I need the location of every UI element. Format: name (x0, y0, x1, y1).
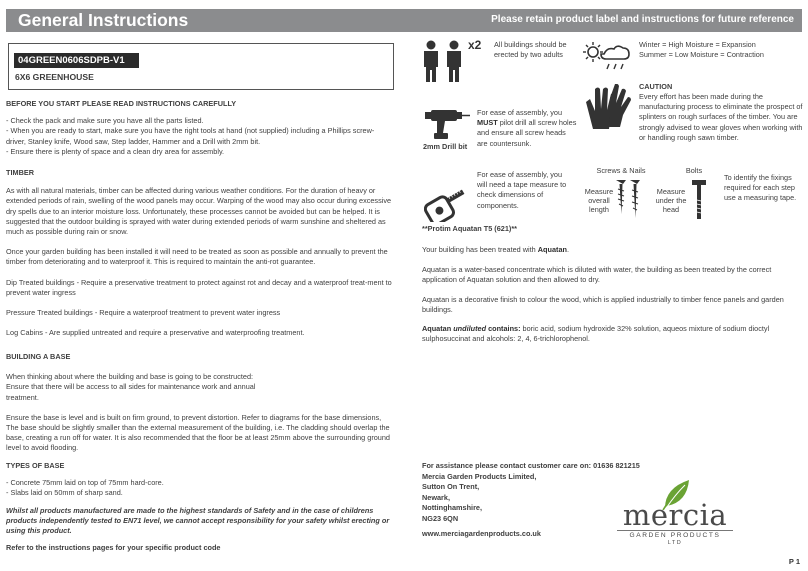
logo-sub: GARDEN PRODUCTS (617, 530, 733, 539)
aquatan-heading: **Protim Aquatan T5 (621)** (422, 224, 518, 233)
before-start-line: - When you are ready to start, make sure you have the right tools at hand (not supplied) including a Phillips screw-driver, Stanley knife, Wood saw, Step ladder, Hammer and a Drill with 2mm bit. (6, 126, 375, 146)
header-note: Please retain product label and instructions for future reference (491, 14, 794, 25)
contact-line: Nottinghamshire, (422, 503, 482, 513)
timber-heading: TIMBER (6, 168, 34, 177)
tape-measure-icon (424, 186, 472, 222)
screws-nails-label: Screws & Nails (596, 166, 646, 175)
timber-paragraph: Dip Treated buildings - Require a preservative treatment to protect against rot and decay and a waterproof treat-ment to prevent water ingress (6, 277, 392, 297)
safety-disclaimer: Whilst all products manufactured are made to the highest standards of Safety and in the case of childrens products independently tested to EN71 level, we cannot accept responsibility for your safety whilst erecting or using this product. (6, 505, 390, 536)
gloves-icon (580, 84, 636, 134)
types-line: - Slabs laid on 50mm of sharp sand. (6, 488, 123, 498)
aquatan-contents: Aquatan undiluted contains: boric acid, sodium hydroxide 32% solution, aqueos mixture of sodium dioctyl sulphosuccinat and alcohols: 2, 4, 6-trichlorophenol. (422, 324, 770, 344)
timber-section (6, 168, 394, 338)
tape-measure-text: For ease of assembly, you will need a tape measure to check dimensions of components. (477, 170, 567, 210)
timber-paragraph: Pressure Treated buildings - Require a waterproof treatment to prevent water ingress (6, 308, 281, 318)
before-start-line: - Ensure there is plenty of space and a clean dry area for assembly. (6, 146, 225, 156)
aquatan-paragraph: Aquatan is a water-based concentrate which is diluted with water, the building as been treated by the correct application of Aquatan solution and then allowed to dry. (422, 265, 772, 285)
weather-winter: Winter = High Moisture = Expansion (639, 40, 756, 49)
logo-ltd: LTD (667, 540, 683, 546)
page-number: P 1 (788, 557, 800, 566)
logo-name: mercia (622, 498, 728, 532)
bolts-label: Bolts (685, 166, 703, 175)
types-line: - Concrete 75mm laid on top of 75mm hard-core. (6, 478, 164, 488)
refer-note: Refer to the instructions pages for your specific product code (6, 543, 221, 553)
contact-line: For assistance please contact customer care on: 01636 821215 (422, 461, 640, 470)
measure-overall-label: Measure overall length (584, 187, 614, 214)
base-heading: BUILDING A BASE (6, 352, 71, 361)
base-paragraph: When thinking about where the building and base is going to be constructed: Ensure that there will be access to all sides for maintenance work and annual treatment. (6, 372, 256, 402)
measure-head-label: Measure under the head (655, 187, 687, 214)
screws-icon (614, 180, 654, 222)
bolt-icon (690, 180, 710, 222)
types-heading: TYPES OF BASE (6, 461, 65, 470)
before-start-section (6, 99, 394, 157)
mercia-logo (617, 478, 733, 550)
aquatan-paragraph: Aquatan is a decorative finish to colour the wood, which is applied industrially to timber fence panels and garden buildings. (422, 295, 784, 315)
product-code-box (8, 43, 394, 90)
people-count: x2 (468, 38, 482, 52)
base-paragraph: Ensure the base is level and is built on firm ground, to prevent distortion. Refer to diagrams for the base dimensions, The base should be slightly smaller than the external measurement of the building, i.e. The cladding should overlap the base, creating a run off for water. It is also recommended that the floor be at least 25mm above the surrounding ground level to avoid flooding. (6, 412, 390, 453)
before-start-heading: BEFORE YOU START PLEASE READ INSTRUCTIONS CAREFULLY (6, 99, 237, 108)
caution-text: Every effort has been made during the manufacturing process to eliminate the prospect of splinters on rough surfaces of the timber. You are strongly advised to wear gloves when working with or handling rough sawn timber. (639, 92, 803, 142)
contact-line: Sutton On Trent, (422, 482, 480, 492)
contact-line: Newark, (422, 492, 450, 502)
caution-title: CAUTION (639, 82, 673, 91)
types-section (6, 461, 394, 553)
aquatan-treated: Your building has been treated with Aquatan. (422, 245, 569, 254)
header-bar (6, 9, 802, 32)
timber-paragraph: Log Cabins - Are supplied untreated and require a preservative and waterproofing treatment. (6, 328, 305, 338)
weather-icon (582, 40, 632, 74)
weather-summer: Summer = Low Moisture = Contraction (639, 50, 764, 59)
two-people-icon (421, 40, 467, 84)
fixings-text: To identify the fixings required for each step use a measuring tape. (724, 173, 797, 203)
timber-paragraph: Once your garden building has been installed it will need to be treated as soon as possible and annually to prevent the timber from deteriorating and to waterproof it. This is required to maintain the anti-rot guarantee. (6, 247, 388, 267)
page-title: General Instructions (18, 10, 189, 30)
product-code: 04GREEN0606SDPB-V1 (14, 53, 139, 68)
drill-bit-label: 2mm Drill bit (423, 142, 468, 151)
pilot-drill-text: For ease of assembly, you MUST pilot drill all screw holes and ensure all screw heads are countersunk. (477, 108, 577, 148)
before-start-line: - Check the pack and make sure you have all the parts listed. (6, 116, 204, 126)
drill-icon (423, 106, 471, 142)
two-adults-text: All buildings should be erected by two adults (494, 40, 567, 60)
timber-paragraph: As with all natural materials, timber can be affected during various weather conditions. For the duration of heavy or extended periods of rain, swelling of the wood panels may occur. Warping of the wood may also occur during excessive dry spells due to an interior moisture loss. Unfortunately, these processes cannot be avoided but can be helped. It is suggested that the outdoor building is sprayed with water during extended periods of warm sunshine and sheltered as much as possible during rain or snow. (6, 186, 392, 237)
product-name: 6X6 GREENHOUSE (15, 72, 94, 82)
contact-block (422, 461, 640, 525)
contact-line: NG23 6QN (422, 513, 459, 523)
base-section (6, 352, 394, 454)
website-link[interactable]: www.merciagardenproducts.co.uk (422, 529, 541, 538)
contact-line: Mercia Garden Products Limited, (422, 471, 537, 481)
